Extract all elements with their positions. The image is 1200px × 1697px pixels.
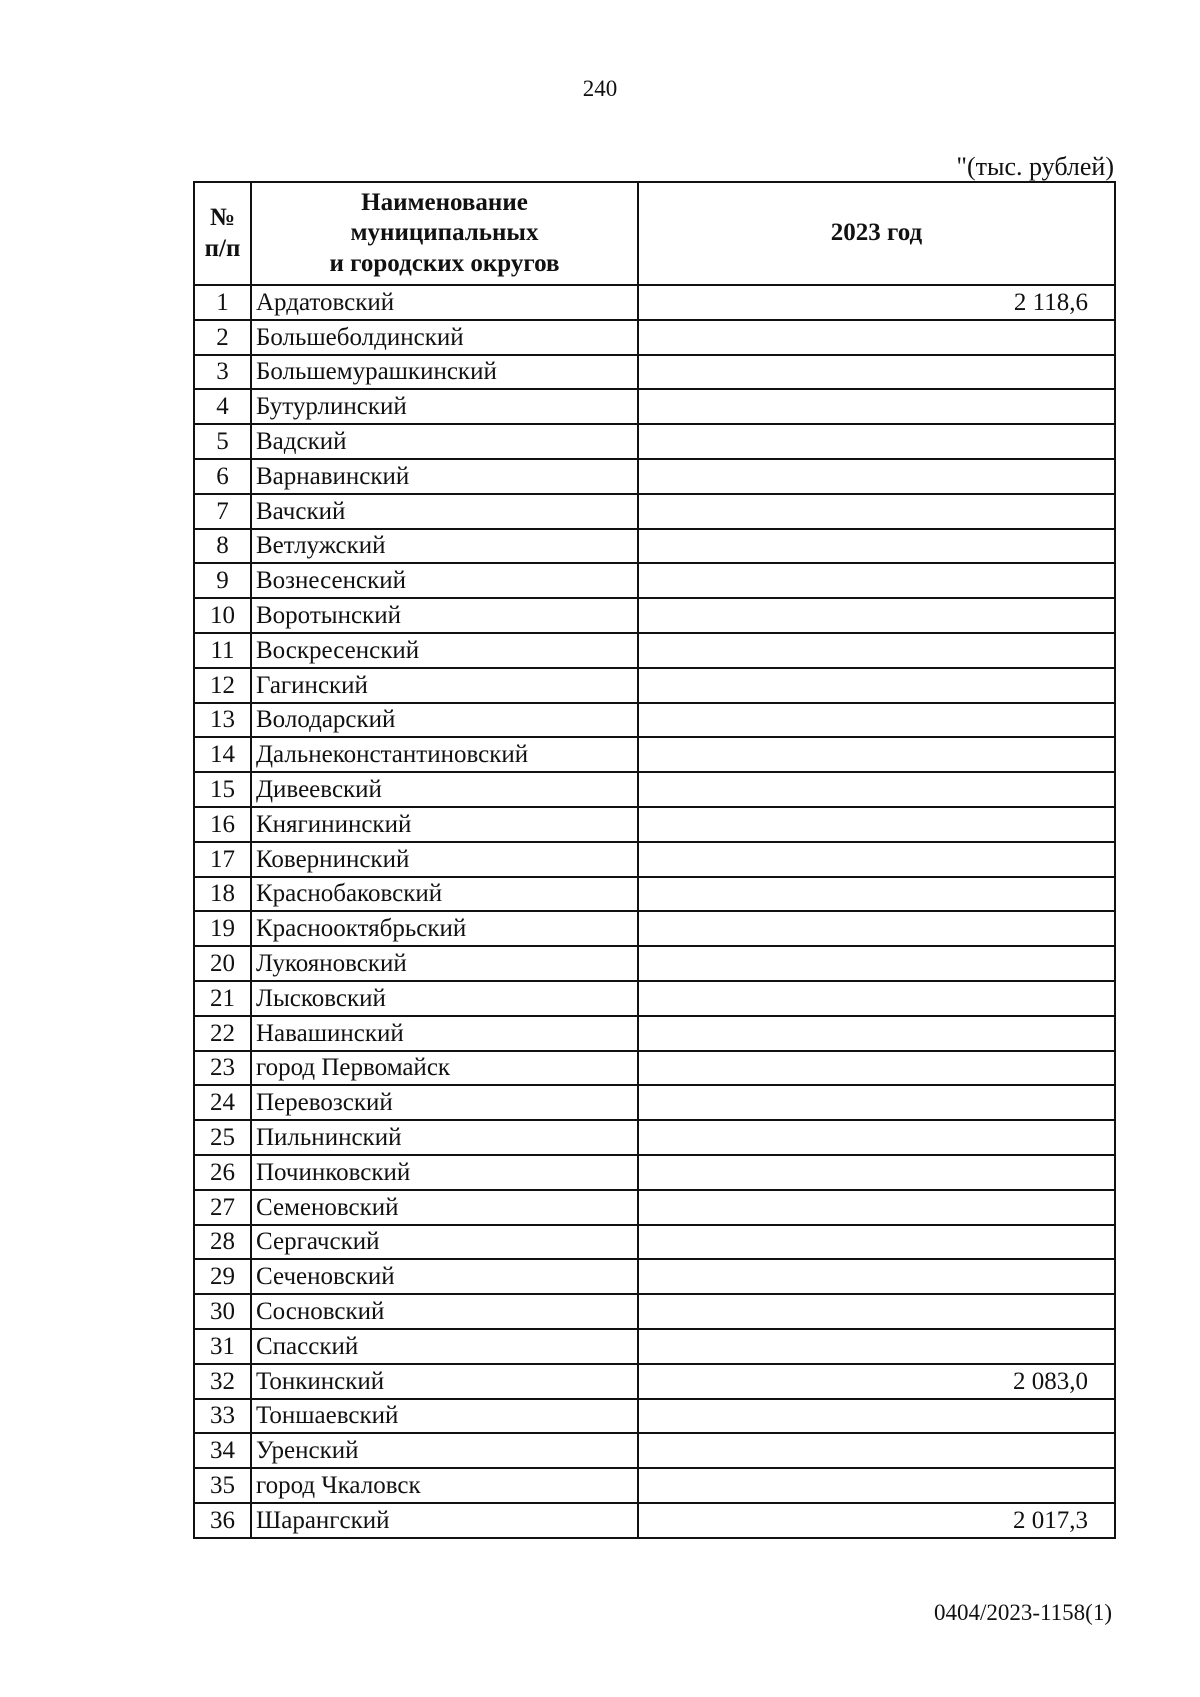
header-number-line: п/п	[204, 234, 241, 262]
row-value	[638, 737, 1115, 772]
row-number: 11	[194, 633, 251, 668]
row-number: 2	[194, 320, 251, 355]
header-number-line: №	[209, 204, 236, 231]
header-name-line: муниципальных	[350, 219, 539, 247]
row-value	[638, 1190, 1115, 1225]
table-row	[194, 320, 1115, 355]
district-name: Спасский	[251, 1329, 638, 1364]
district-name: Тонкинский	[251, 1364, 638, 1399]
district-name: Ковернинский	[251, 842, 638, 877]
district-name: Володарский	[251, 703, 638, 738]
row-number: 28	[194, 1225, 251, 1260]
table-row	[194, 842, 1115, 877]
row-value	[638, 842, 1115, 877]
header-name-line: Наименование	[361, 188, 528, 216]
row-value	[638, 1329, 1115, 1364]
row-number: 7	[194, 494, 251, 529]
table-row	[194, 1364, 1115, 1399]
document-code: 0404/2023-1158(1)	[933, 1600, 1112, 1625]
district-name: Воскресенский	[251, 633, 638, 668]
row-value	[638, 563, 1115, 598]
table-row	[194, 1190, 1115, 1225]
row-value	[638, 1433, 1115, 1468]
row-value	[638, 772, 1115, 807]
district-name: Шарангский	[251, 1503, 638, 1538]
row-number: 17	[194, 842, 251, 877]
table-row	[194, 877, 1115, 912]
row-value	[638, 1016, 1115, 1051]
district-name: Вознесенский	[251, 563, 638, 598]
row-number: 36	[194, 1503, 251, 1538]
row-number: 10	[194, 598, 251, 633]
header-name-line: и городских округов	[329, 249, 560, 277]
table-row	[194, 807, 1115, 842]
table-row	[194, 703, 1115, 738]
district-name: Дивеевский	[251, 772, 638, 807]
row-number: 3	[194, 355, 251, 390]
row-value	[638, 703, 1115, 738]
row-value	[638, 1225, 1115, 1260]
row-value	[638, 389, 1115, 424]
table-row	[194, 1225, 1115, 1260]
row-value	[638, 1085, 1115, 1120]
row-number: 5	[194, 424, 251, 459]
row-value: 2 017,3	[638, 1503, 1115, 1538]
row-number: 31	[194, 1329, 251, 1364]
row-value	[638, 668, 1115, 703]
row-value	[638, 1294, 1115, 1329]
district-name: город Первомайск	[251, 1051, 638, 1086]
district-name: Ветлужский	[251, 529, 638, 564]
row-value	[638, 355, 1115, 390]
row-number: 23	[194, 1051, 251, 1086]
row-value	[638, 598, 1115, 633]
row-number: 25	[194, 1120, 251, 1155]
row-value	[638, 494, 1115, 529]
row-number: 33	[194, 1399, 251, 1434]
row-number: 34	[194, 1433, 251, 1468]
table-row	[194, 1259, 1115, 1294]
row-number: 12	[194, 668, 251, 703]
table-row	[194, 389, 1115, 424]
district-name: Большеболдинский	[251, 320, 638, 355]
district-name: Лукояновский	[251, 946, 638, 981]
row-number: 14	[194, 737, 251, 772]
row-number: 20	[194, 946, 251, 981]
row-value	[638, 877, 1115, 912]
district-name: Тоншаевский	[251, 1399, 638, 1434]
district-name: Большемурашкинский	[251, 355, 638, 390]
row-number: 16	[194, 807, 251, 842]
district-name: Семеновский	[251, 1190, 638, 1225]
row-number: 27	[194, 1190, 251, 1225]
row-value	[638, 529, 1115, 564]
row-number: 32	[194, 1364, 251, 1399]
table-row	[194, 1085, 1115, 1120]
row-number: 9	[194, 563, 251, 598]
row-number: 22	[194, 1016, 251, 1051]
district-name: Уренский	[251, 1433, 638, 1468]
district-name: Перевозский	[251, 1085, 638, 1120]
table-row	[194, 946, 1115, 981]
table-row	[194, 911, 1115, 946]
table-row	[194, 633, 1115, 668]
district-name: Бутурлинский	[251, 389, 638, 424]
row-value	[638, 1051, 1115, 1086]
row-value	[638, 1399, 1115, 1434]
table-row	[194, 772, 1115, 807]
header-name	[251, 182, 638, 285]
row-value	[638, 1468, 1115, 1503]
row-value	[638, 633, 1115, 668]
district-name: Починковский	[251, 1155, 638, 1190]
district-name: Воротынский	[251, 598, 638, 633]
header-number	[194, 182, 251, 285]
district-name: Ардатовский	[251, 285, 638, 320]
district-name: Лысковский	[251, 981, 638, 1016]
table-row	[194, 1468, 1115, 1503]
allocation-table	[193, 181, 1116, 1539]
district-name: Пильнинский	[251, 1120, 638, 1155]
table-row	[194, 285, 1115, 320]
row-number: 6	[194, 459, 251, 494]
row-number: 35	[194, 1468, 251, 1503]
table-row	[194, 1329, 1115, 1364]
table-row	[194, 1155, 1115, 1190]
row-value	[638, 946, 1115, 981]
row-number: 21	[194, 981, 251, 1016]
table-row	[194, 668, 1115, 703]
row-number: 19	[194, 911, 251, 946]
table-row	[194, 529, 1115, 564]
table-row	[194, 1051, 1115, 1086]
table-row	[194, 424, 1115, 459]
table-row	[194, 1120, 1115, 1155]
table-row	[194, 1503, 1115, 1538]
row-number: 4	[194, 389, 251, 424]
row-value	[638, 459, 1115, 494]
district-name: Краснооктябрьский	[251, 911, 638, 946]
district-name: Краснобаковский	[251, 877, 638, 912]
table-row	[194, 598, 1115, 633]
district-name: Вачский	[251, 494, 638, 529]
row-number: 24	[194, 1085, 251, 1120]
table-row	[194, 459, 1115, 494]
row-number: 8	[194, 529, 251, 564]
table-row	[194, 1016, 1115, 1051]
table-body	[194, 285, 1115, 1538]
district-name: Навашинский	[251, 1016, 638, 1051]
table-row	[194, 981, 1115, 1016]
row-number: 1	[194, 285, 251, 320]
district-name: Сергачский	[251, 1225, 638, 1260]
district-name: Гагинский	[251, 668, 638, 703]
row-value	[638, 1155, 1115, 1190]
table-row	[194, 1399, 1115, 1434]
units-note: "(тыс. рублей)	[956, 152, 1114, 181]
row-value	[638, 911, 1115, 946]
district-name: город Чкаловск	[251, 1468, 638, 1503]
table-row	[194, 494, 1115, 529]
row-number: 26	[194, 1155, 251, 1190]
row-number: 29	[194, 1259, 251, 1294]
row-number: 18	[194, 877, 251, 912]
table-header-row	[194, 182, 1115, 285]
row-number: 13	[194, 703, 251, 738]
table-row	[194, 1294, 1115, 1329]
row-number: 15	[194, 772, 251, 807]
row-value	[638, 320, 1115, 355]
table-row	[194, 1433, 1115, 1468]
district-name: Варнавинский	[251, 459, 638, 494]
row-value	[638, 807, 1115, 842]
row-value	[638, 981, 1115, 1016]
header-value: 2023 год	[638, 182, 1115, 285]
row-value	[638, 1259, 1115, 1294]
table-row	[194, 563, 1115, 598]
table-row	[194, 737, 1115, 772]
row-value	[638, 424, 1115, 459]
row-number: 30	[194, 1294, 251, 1329]
district-name: Сосновский	[251, 1294, 638, 1329]
row-value: 2 083,0	[638, 1364, 1115, 1399]
row-value	[638, 1120, 1115, 1155]
district-name: Княгининский	[251, 807, 638, 842]
row-value: 2 118,6	[638, 285, 1115, 320]
district-name: Сеченовский	[251, 1259, 638, 1294]
page-number: 240	[582, 76, 618, 101]
district-name: Вадский	[251, 424, 638, 459]
table-row	[194, 355, 1115, 390]
district-name: Дальнеконстантиновский	[251, 737, 638, 772]
